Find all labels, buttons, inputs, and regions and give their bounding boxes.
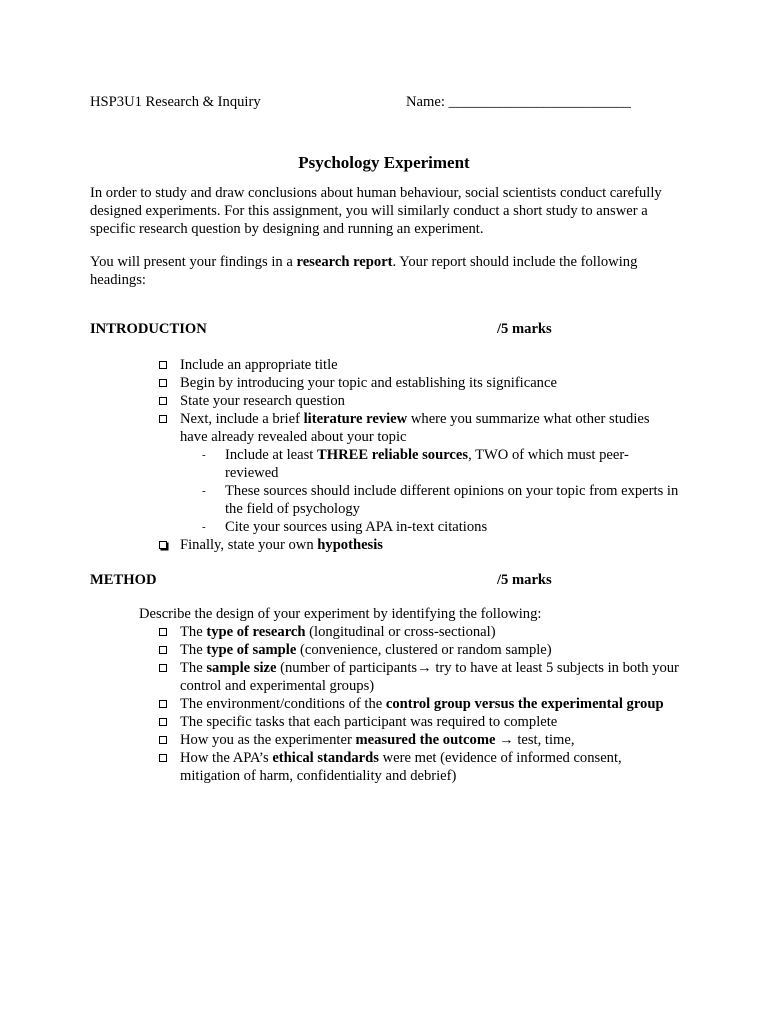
list-item <box>180 623 680 641</box>
sub-item-text: Cite your sources using APA in-text citations <box>225 519 488 535</box>
list-item <box>180 374 680 392</box>
name-field-label: Name: _________________________ <box>406 94 631 110</box>
list-item-bold: control group versus the experimental group <box>385 696 664 712</box>
list-item <box>180 731 680 749</box>
list-item-text: Finally, state your own <box>180 537 318 553</box>
introduction-list <box>180 356 680 554</box>
report-text-bold: research report <box>296 254 393 270</box>
method-heading: METHOD <box>90 572 157 588</box>
sub-item-text: These sources should include different opinions on your topic from experts in the field of psychology <box>225 483 679 517</box>
dash-bullet-icon: - <box>202 521 206 533</box>
list-item <box>180 356 680 374</box>
report-text-before: You will present your findings in a <box>90 254 297 270</box>
list-item-text: How you as the experimenter <box>180 732 356 748</box>
checkbox-bullet-icon <box>159 754 167 762</box>
list-item <box>180 695 680 713</box>
sub-item-bold: THREE reliable sources <box>316 447 469 463</box>
introduction-heading: INTRODUCTION <box>90 321 207 337</box>
list-item <box>180 536 680 554</box>
list-item <box>180 410 680 536</box>
list-item-text: The environment/conditions of the <box>180 696 386 712</box>
list-item-bold: measured the outcome <box>355 732 496 748</box>
list-item-text: The <box>180 660 207 676</box>
method-marks: /5 marks <box>497 572 552 588</box>
method-intro: Describe the design of your experiment by identifying the following: <box>139 606 542 622</box>
page-title: Psychology Experiment <box>298 153 470 172</box>
list-item-text: The <box>180 642 207 658</box>
sub-list <box>202 446 680 536</box>
method-list <box>180 623 680 785</box>
checkbox-bullet-icon <box>159 541 167 549</box>
list-item-text: → test, time, <box>495 732 575 748</box>
list-item <box>180 749 680 785</box>
list-item <box>180 659 680 695</box>
list-item-text: State your research question <box>180 393 345 409</box>
checkbox-bullet-icon <box>159 628 167 636</box>
list-item-text: (convenience, clustered or random sample) <box>296 642 552 658</box>
introduction-marks: /5 marks <box>497 321 552 337</box>
list-item-bold: type of sample <box>206 642 297 658</box>
checkbox-bullet-icon <box>159 361 167 369</box>
checkbox-bullet-icon <box>159 646 167 654</box>
checkbox-bullet-icon <box>159 700 167 708</box>
list-item-text: Include an appropriate title <box>180 357 338 373</box>
list-item-text: (longitudinal or cross-sectional) <box>305 624 496 640</box>
checkbox-bullet-icon <box>159 718 167 726</box>
list-item-text: The specific tasks that each participant was required to complete <box>180 714 558 730</box>
list-item-text: where you summarize what other studies have already revealed about your topic <box>180 411 650 445</box>
report-text-after: . Your report should include the following headings: <box>90 254 638 288</box>
dash-bullet-icon: - <box>202 449 206 461</box>
list-item-text: The <box>180 624 207 640</box>
list-item-text: (number of participants→ try to have at least 5 subjects in both your control and experimental groups) <box>180 660 679 694</box>
sub-item-text: , TWO of which must peer-reviewed <box>225 447 629 481</box>
checkbox-bullet-icon <box>159 664 167 672</box>
sub-list-item <box>202 446 680 482</box>
list-item-bold: hypothesis <box>317 537 383 553</box>
list-item-bold: type of research <box>206 624 306 640</box>
list-item-text: How the APA’s <box>180 750 273 766</box>
list-item <box>180 392 680 410</box>
checkbox-bullet-icon <box>159 415 167 423</box>
list-item-text: Next, include a brief <box>180 411 304 427</box>
list-item <box>180 713 680 731</box>
checkbox-bullet-icon <box>159 397 167 405</box>
list-item-text: Begin by introducing your topic and establishing its significance <box>180 375 557 391</box>
list-item-text: were met (evidence of informed consent, mitigation of harm, confidentiality and debrief) <box>180 750 622 784</box>
list-item-bold: literature review <box>303 411 408 427</box>
course-code: HSP3U1 Research & Inquiry <box>90 94 261 110</box>
sub-item-text: Include at least <box>225 447 317 463</box>
checkbox-bullet-icon <box>159 379 167 387</box>
sub-list-item <box>202 518 680 536</box>
checkbox-bullet-icon <box>159 736 167 744</box>
sub-list-item <box>202 482 680 518</box>
list-item <box>180 641 680 659</box>
list-item-bold: ethical standards <box>272 750 379 766</box>
intro-paragraph: In order to study and draw conclusions about human behaviour, social scientists conduct carefully designed experiments. For this assignment, you will similarly conduct a short study to answer a specific research question by designing and running an experiment. <box>90 185 662 237</box>
list-item-bold: sample size <box>206 660 277 676</box>
report-paragraph <box>90 253 680 289</box>
dash-bullet-icon: - <box>202 485 206 497</box>
